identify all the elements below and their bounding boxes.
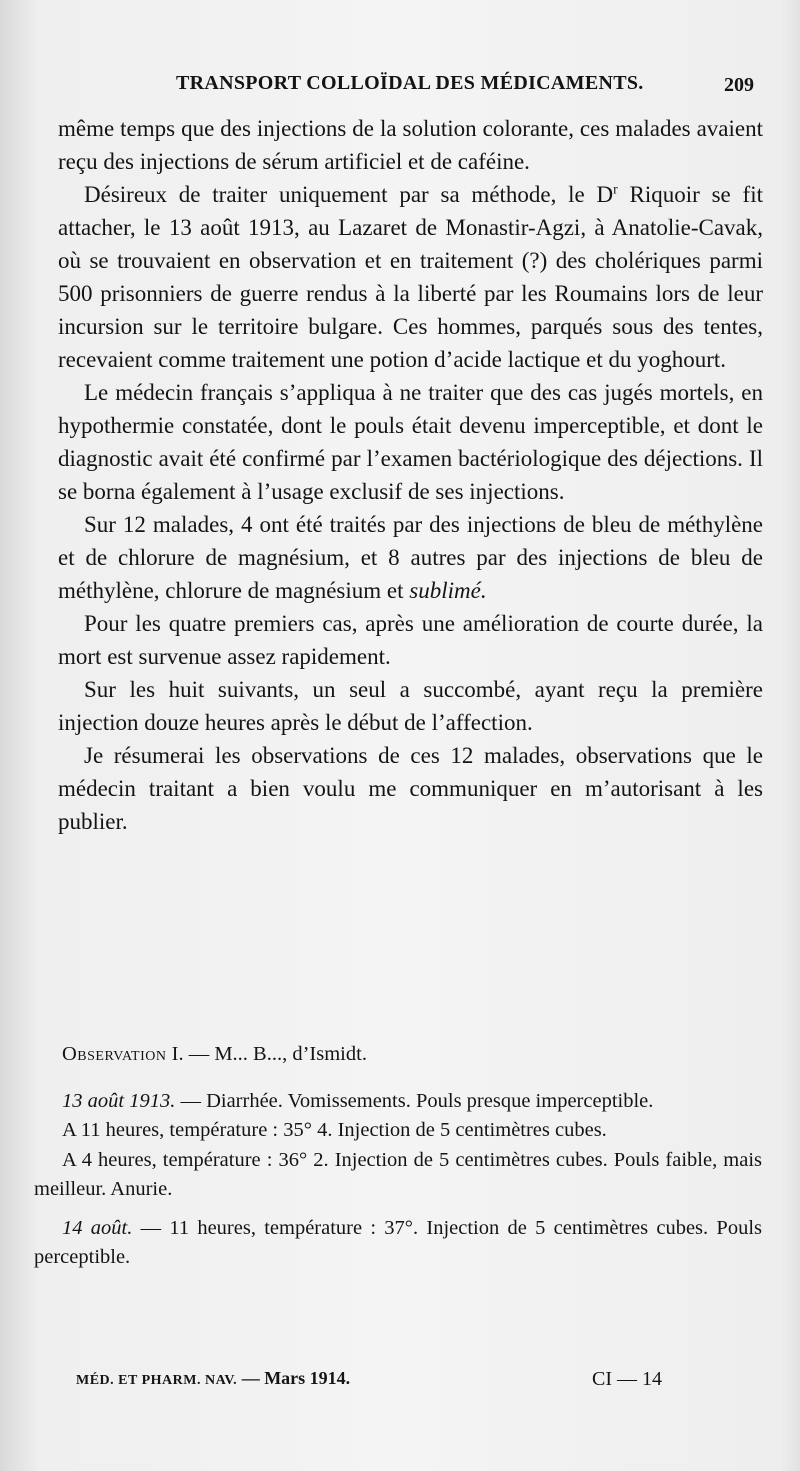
paragraph: Sur les huit suivants, un seul a succombé, ayant reçu la première injection douze heures après le début de l’affection.: [58, 677, 763, 735]
page-header: [0, 72, 800, 102]
observation-title: [34, 1040, 762, 1070]
paragraph: Le médecin français s’appliqua à ne traiter que des cas jugés mortels, en hypothermie constatée, dont le pouls était devenu imperceptible, et dont le diagnostic avait été confirmé par l’examen bactériologique des déjections. Il se borna également à l’usage exclusif de ses injections.: [58, 380, 763, 504]
paragraph: [58, 508, 763, 607]
observation-entry: [34, 1214, 762, 1273]
entry-text: A 11 heures, température : 35° 4. Injection de 5 centimètres cubes.: [62, 1119, 607, 1141]
journal-date: — Mars 1914.: [237, 1368, 351, 1388]
page-number: 209: [724, 74, 754, 96]
running-title: TRANSPORT COLLOÏDAL DES MÉDICAMENTS.: [176, 72, 644, 94]
observation-entry: [34, 1146, 762, 1205]
observation-entry: [34, 1087, 762, 1117]
paragraph-text: Riquoir se fit attacher, le 13 août 1913, au Lazaret de Monastir-Agzi, à Anatolie-Cavak, où se trouvaient en observation et en traitement (?) des cholériques parmi 500 prisonniers de guerre rendus à la liberté par les Roumains lors de leur incursion sur le territoire bulgare. Ces hommes, parqués sous des tentes, recevaient comme traitement une potion d’acide lactique et du yoghourt.: [58, 182, 763, 372]
observation-section: [34, 1040, 762, 1273]
paragraph-text: Désireux de traiter uniquement par sa méthode, le D: [84, 182, 614, 207]
entry-date: 13 août 1913.: [62, 1089, 176, 1112]
superscript: r: [613, 181, 618, 197]
entry-text: — 11 heures, température : 37°. Injection de 5 centimètres cubes. Pouls perceptible.: [34, 1216, 762, 1268]
italic-term: sublimé.: [409, 578, 487, 603]
signature-mark: CI — 14: [592, 1368, 662, 1390]
entry-text: A 4 heures, température : 36° 2. Injection de 5 centimètres cubes. Pouls faible, mais meilleur. Anurie.: [34, 1148, 762, 1200]
page-footer: [0, 1368, 800, 1398]
observation-subject: I. — M... B..., d’Ismidt.: [166, 1043, 367, 1065]
paragraph-text: Sur 12 malades, 4 ont été traités par des injections de bleu de méthylène et de chlorure de magnésium, et 8 autres par des injections de bleu de méthylène, chlorure de magnésium et: [58, 512, 763, 603]
paragraph: Je résumerai les observations de ces 12 malades, observations que le médecin traitant a bien voulu me communiquer en m’autorisant à les publier.: [58, 743, 763, 834]
paragraph: Pour les quatre premiers cas, après une amélioration de courte durée, la mort est survenue assez rapidement.: [58, 611, 763, 669]
entry-date: 14 août.: [62, 1216, 133, 1239]
journal-name: MÉD. ET PHARM. NAV.: [76, 1373, 238, 1388]
observation-entry: [34, 1116, 762, 1146]
observation-label: Observation: [62, 1043, 167, 1065]
paragraph: même temps que des injections de la solution colorante, ces malades avaient reçu des injections de sérum artificiel et de caféine.: [58, 116, 763, 174]
body-text: [58, 112, 763, 838]
footer-journal-line: [76, 1368, 350, 1389]
entry-text: — Diarrhée. Vomissements. Pouls presque imperceptible.: [175, 1089, 654, 1112]
paragraph: [58, 178, 763, 376]
